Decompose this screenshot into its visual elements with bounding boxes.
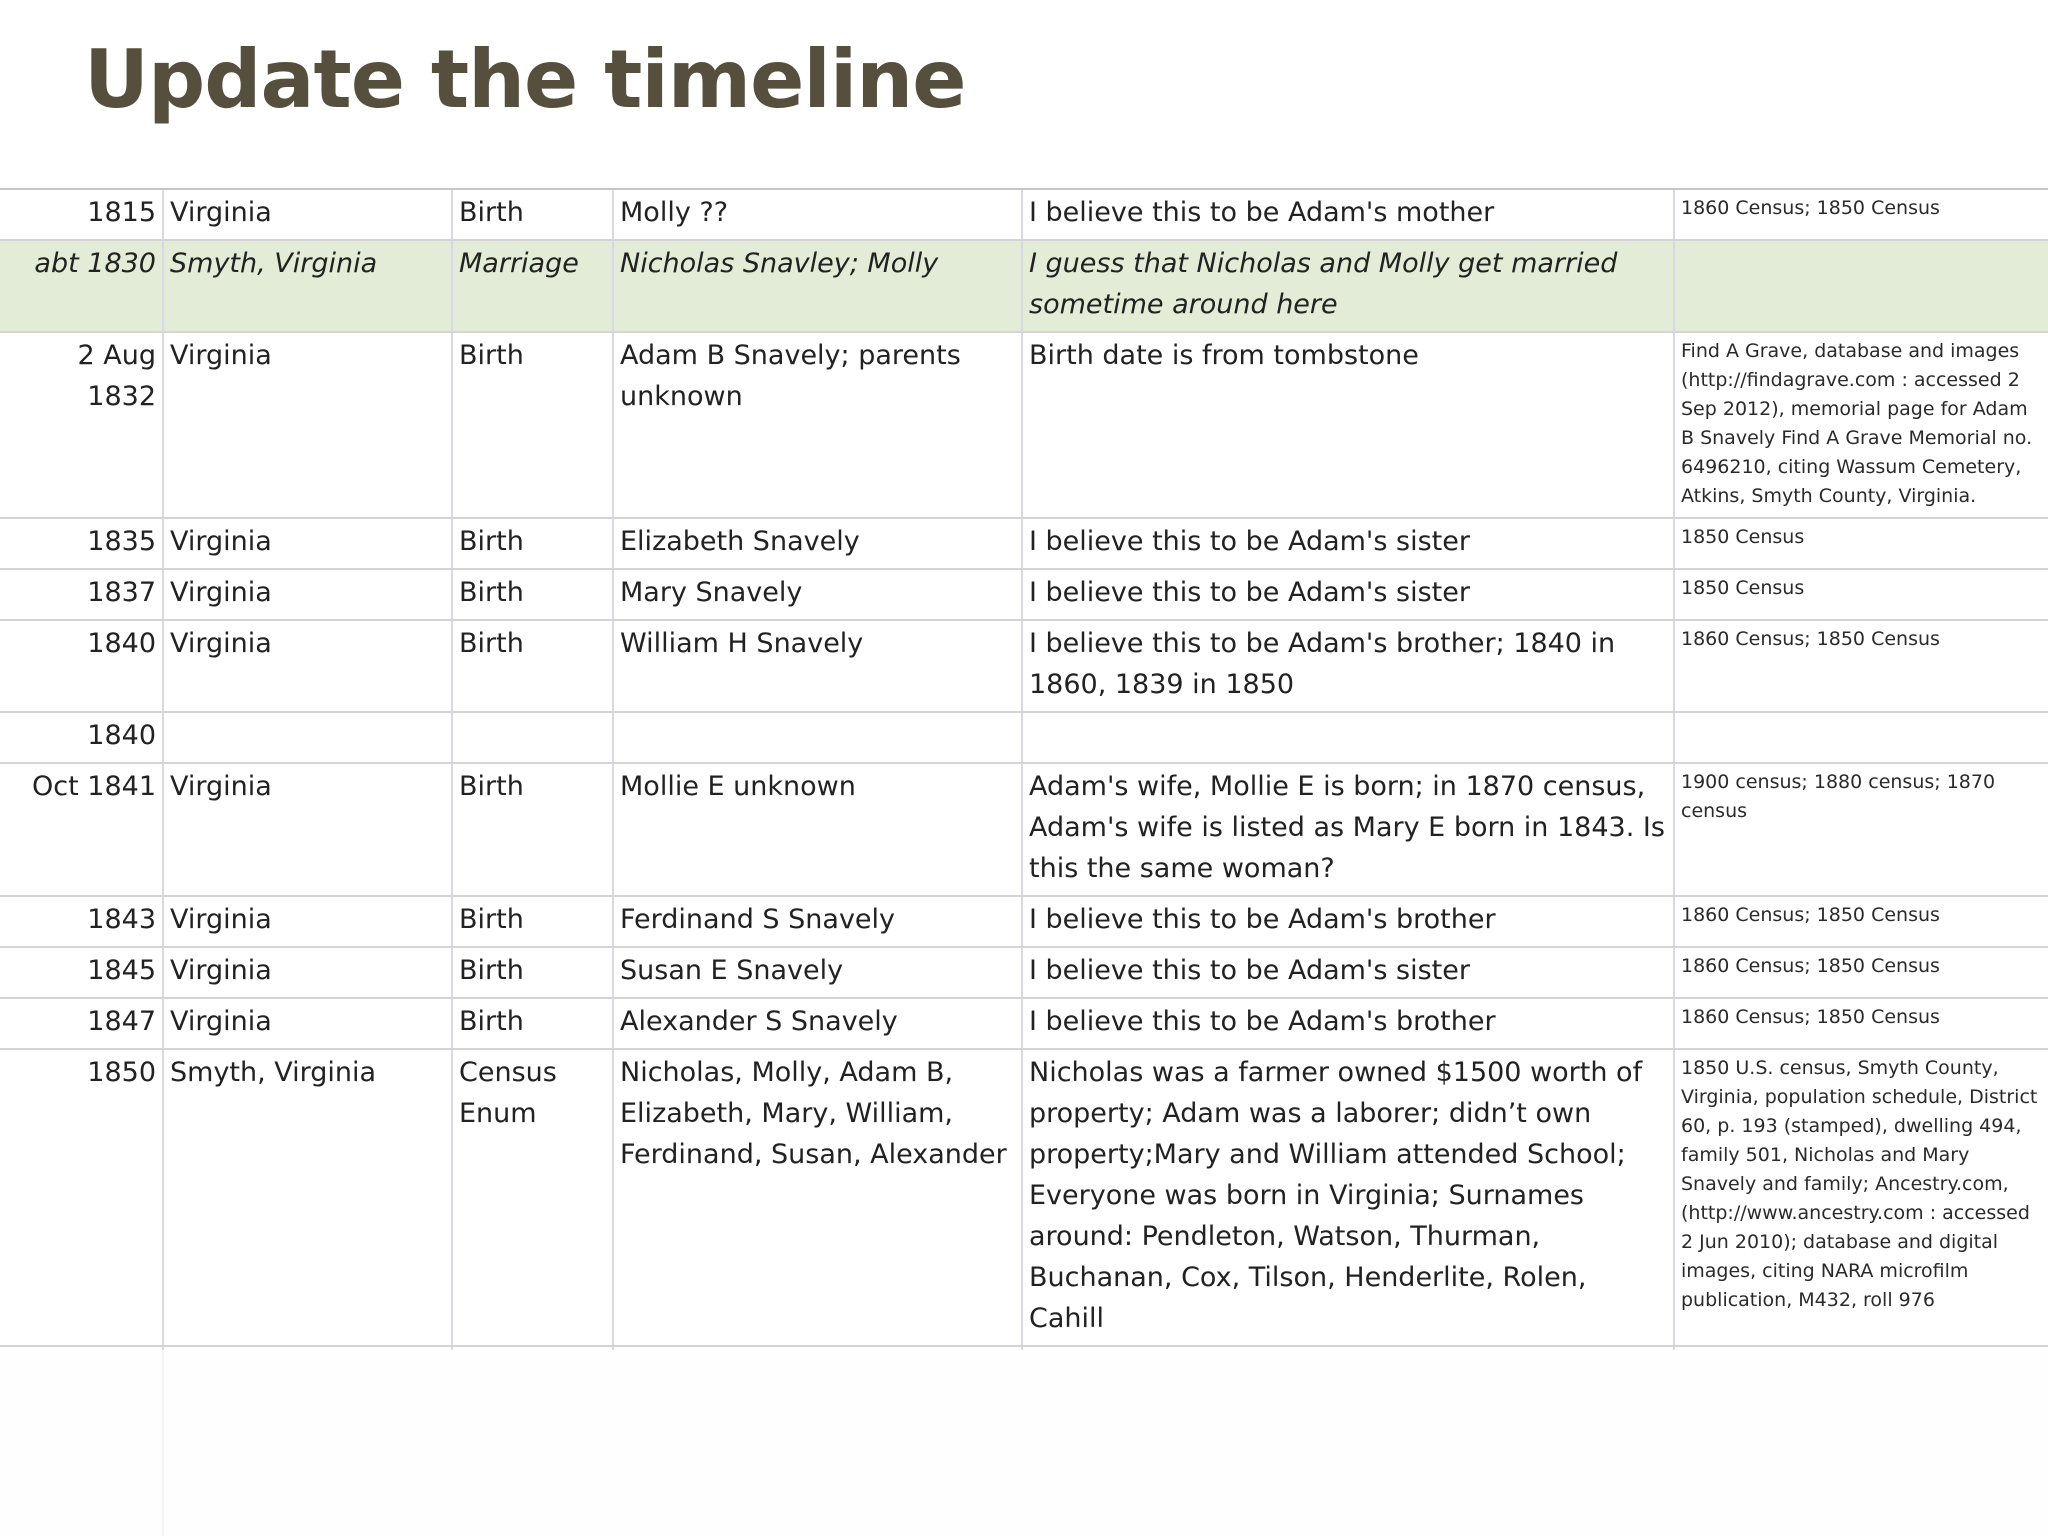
- row-source-cell: [1674, 240, 2048, 332]
- row-source-cell: 1860 Census; 1850 Census: [1674, 190, 2048, 240]
- row-event-cell: Birth: [452, 947, 613, 998]
- timeline-table: [0, 190, 2048, 1480]
- row-source-cell: 1850 Census: [1674, 518, 2048, 569]
- row-event-cell: Birth: [452, 569, 613, 620]
- table-row: [0, 332, 2048, 518]
- row-date-cell: 1850: [0, 1049, 163, 1346]
- row-date-cell: 1840: [0, 620, 163, 712]
- row-note-cell: Adam's wife, Mollie E is born; in 1870 census, Adam's wife is listed as Mary E born in 1843. Is this the same woman?: [1022, 763, 1674, 896]
- row-place-cell: Smyth, Virginia: [163, 1049, 452, 1346]
- row-note-cell: I believe this to be Adam's brother: [1022, 896, 1674, 947]
- row-people-cell: William H Snavely: [613, 620, 1022, 712]
- row-date-cell: 1845: [0, 947, 163, 998]
- row-people-cell: Mollie E unknown: [613, 763, 1022, 896]
- row-event-cell: [452, 712, 613, 763]
- row-people-cell: Molly ??: [613, 190, 1022, 240]
- row-source-cell: 1860 Census; 1850 Census: [1674, 947, 2048, 998]
- row-place-cell: Virginia: [163, 518, 452, 569]
- row-place-cell: Virginia: [163, 620, 452, 712]
- row-note-cell: I guess that Nicholas and Molly get married sometime around here: [1022, 240, 1674, 332]
- table-row: [0, 998, 2048, 1049]
- row-date-cell: 2 Aug 1832: [0, 332, 163, 518]
- row-place-cell: Virginia: [163, 332, 452, 518]
- table-row: [0, 763, 2048, 896]
- table-row: [0, 569, 2048, 620]
- row-source-cell: 1900 census; 1880 census; 1870 census: [1674, 763, 2048, 896]
- row-date-cell: 1840: [0, 712, 163, 763]
- row-note-cell: I believe this to be Adam's brother: [1022, 998, 1674, 1049]
- table-row: [0, 947, 2048, 998]
- table-row: [0, 1049, 2048, 1346]
- sheet-blank-area: [0, 1350, 2048, 1536]
- row-people-cell: Elizabeth Snavely: [613, 518, 1022, 569]
- row-note-cell: I believe this to be Adam's sister: [1022, 947, 1674, 998]
- row-source-cell: 1860 Census; 1850 Census: [1674, 896, 2048, 947]
- row-source-cell: 1850 Census: [1674, 569, 2048, 620]
- row-people-cell: Nicholas, Molly, Adam B, Elizabeth, Mary, William, Ferdinand, Susan, Alexander: [613, 1049, 1022, 1346]
- row-event-cell: Birth: [452, 190, 613, 240]
- row-people-cell: Susan E Snavely: [613, 947, 1022, 998]
- row-note-cell: Birth date is from tombstone: [1022, 332, 1674, 518]
- row-place-cell: Smyth, Virginia: [163, 240, 452, 332]
- row-place-cell: Virginia: [163, 896, 452, 947]
- table-row: [0, 240, 2048, 332]
- row-source-cell: [1674, 712, 2048, 763]
- row-note-cell: I believe this to be Adam's mother: [1022, 190, 1674, 240]
- table-row: [0, 712, 2048, 763]
- row-people-cell: Mary Snavely: [613, 569, 1022, 620]
- row-date-cell: 1837: [0, 569, 163, 620]
- row-date-cell: 1843: [0, 896, 163, 947]
- timeline-spreadsheet: [0, 188, 2048, 1352]
- row-note-cell: I believe this to be Adam's brother; 1840 in 1860, 1839 in 1850: [1022, 620, 1674, 712]
- row-date-cell: abt 1830: [0, 240, 163, 332]
- row-people-cell: Nicholas Snavley; Molly: [613, 240, 1022, 332]
- row-place-cell: Virginia: [163, 569, 452, 620]
- row-note-cell: [1022, 712, 1674, 763]
- row-note-cell: Nicholas was a farmer owned $1500 worth of property; Adam was a laborer; didn’t own property;Mary and William attended School; Everyone was born in Virginia; Surnames around: Pendleton, Watson, Thurman, Buchanan, Cox, Tilson, Henderlite, Rolen, Cahill: [1022, 1049, 1674, 1346]
- row-note-cell: I believe this to be Adam's sister: [1022, 518, 1674, 569]
- row-place-cell: Virginia: [163, 763, 452, 896]
- row-place-cell: [163, 712, 452, 763]
- row-date-cell: 1815: [0, 190, 163, 240]
- row-source-cell: 1860 Census; 1850 Census: [1674, 998, 2048, 1049]
- row-date-cell: Oct 1841: [0, 763, 163, 896]
- row-people-cell: [613, 712, 1022, 763]
- table-row: [0, 896, 2048, 947]
- row-event-cell: Census Enum: [452, 1049, 613, 1346]
- row-event-cell: Birth: [452, 620, 613, 712]
- row-event-cell: Marriage: [452, 240, 613, 332]
- row-date-cell: 1847: [0, 998, 163, 1049]
- row-people-cell: Alexander S Snavely: [613, 998, 1022, 1049]
- table-row: [0, 518, 2048, 569]
- row-source-cell: 1860 Census; 1850 Census: [1674, 620, 2048, 712]
- row-place-cell: Virginia: [163, 998, 452, 1049]
- slide-title: Update the timeline: [84, 33, 966, 126]
- table-row: [0, 620, 2048, 712]
- table-row: [0, 190, 2048, 240]
- row-people-cell: Ferdinand S Snavely: [613, 896, 1022, 947]
- row-event-cell: Birth: [452, 763, 613, 896]
- row-place-cell: Virginia: [163, 947, 452, 998]
- row-note-cell: I believe this to be Adam's sister: [1022, 569, 1674, 620]
- row-date-cell: 1835: [0, 518, 163, 569]
- row-event-cell: Birth: [452, 518, 613, 569]
- row-event-cell: Birth: [452, 332, 613, 518]
- row-place-cell: Virginia: [163, 190, 452, 240]
- row-event-cell: Birth: [452, 896, 613, 947]
- row-event-cell: Birth: [452, 998, 613, 1049]
- column-divider: [162, 1350, 164, 1536]
- row-source-cell: 1850 U.S. census, Smyth County, Virginia, population schedule, District 60, p. 193 (stamped), dwelling 494, family 501, Nicholas and Mary Snavely and family; Ancestry.com, (http://www.ancestry.com : accessed 2 Jun 2010); database and digital images, citing NARA microfilm publication, M432, roll 976: [1674, 1049, 2048, 1346]
- row-source-cell: Find A Grave, database and images (http://findagrave.com : accessed 2 Sep 2012), memorial page for Adam B Snavely Find A Grave Memorial no. 6496210, citing Wassum Cemetery, Atkins, Smyth County, Virginia.: [1674, 332, 2048, 518]
- row-people-cell: Adam B Snavely; parents unknown: [613, 332, 1022, 518]
